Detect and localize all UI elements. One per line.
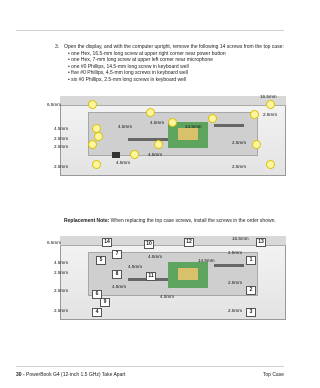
order-badge: 2: [246, 286, 256, 295]
screw-label: 2.5mm: [54, 136, 69, 141]
top-rule: [16, 30, 284, 31]
screw-item: • six #0 Phillips, 2.5-mm long screws in keyboard well: [68, 77, 286, 84]
screw-label: 2.5mm: [263, 112, 278, 117]
screw-list: [68, 51, 286, 84]
screw-label: 14.5mm: [185, 124, 202, 129]
screw-label: 16.5mm: [232, 236, 249, 241]
screw-marker: [168, 118, 177, 127]
replacement-note: [64, 218, 284, 225]
screw-label: 2.5mm: [54, 164, 69, 169]
screw-label: 16.5mm: [260, 94, 277, 99]
screw-item: • five #0 Phillips, 4.5-mm long screws in keyboard well: [68, 70, 286, 77]
screw-label: 4.5mm: [150, 120, 165, 125]
screw-marker: [92, 160, 101, 169]
screw-marker: [130, 150, 139, 159]
screw-item: • one Hex, 7-mm long screw at upper left corner near microphone: [68, 57, 286, 64]
screw-label: 4.5mm: [54, 260, 69, 265]
screw-label: 2.5mm: [228, 280, 243, 285]
screw-label: 2.5mm: [54, 288, 69, 293]
screw-label: 2.5mm: [54, 270, 69, 275]
screw-marker: [250, 110, 259, 119]
screw-marker: [88, 140, 97, 149]
screw-label: 6.5mm: [47, 102, 62, 107]
screw-item: • one #0 Phillips, 14.5-mm long screw in keyboard well: [68, 64, 286, 71]
screw-marker: [88, 100, 97, 109]
screw-label: 4.5mm: [148, 152, 163, 157]
screw-item: • one Hex, 16.5-mm long screw at upper right corner near power button: [68, 51, 286, 58]
cable: [214, 264, 244, 267]
bottom-rule: [16, 366, 284, 367]
order-badge: 11: [146, 272, 156, 281]
screw-label: 14.5mm: [198, 258, 215, 263]
screw-marker: [266, 160, 275, 169]
order-badge: 3: [246, 308, 256, 317]
screw-label: 4.5mm: [118, 124, 133, 129]
screw-label: 6.5mm: [47, 240, 62, 245]
screw-label: 4.5mm: [112, 284, 127, 289]
order-badge: 13: [256, 238, 266, 247]
screw-label: 2.5mm: [228, 308, 243, 313]
order-badge: 12: [184, 238, 194, 247]
cable: [128, 138, 168, 141]
order-badge: 5: [96, 256, 106, 265]
screw-marker: [94, 132, 103, 141]
top-case-screw-figure: [47, 94, 286, 176]
screw-marker: [146, 108, 155, 117]
screw-label: 2.5mm: [232, 140, 247, 145]
step-number: 3.: [55, 44, 60, 50]
screw-label: 2.5mm: [54, 308, 69, 313]
order-badge: 1: [246, 256, 256, 265]
order-badge: 4: [92, 308, 102, 317]
cable: [214, 124, 244, 127]
screw-marker: [266, 100, 275, 109]
order-badge: 6: [92, 290, 102, 299]
board-component: [178, 128, 198, 140]
screw-label: 2.5mm: [228, 250, 243, 255]
order-badge: 10: [144, 240, 154, 249]
order-badge: 7: [112, 250, 122, 259]
board-component: [178, 268, 198, 280]
screw-label: 2.5mm: [232, 164, 247, 169]
screw-label: 4.5mm: [160, 294, 175, 299]
note-text: When replacing the top case screws, install the screws in the order shown.: [109, 218, 276, 224]
screw-marker: [154, 140, 163, 149]
hinge-strip: [60, 236, 286, 246]
doc-title: PowerBook G4 (12-inch 1.5 GHz) Take Apart: [26, 372, 126, 378]
order-badge: 8: [112, 270, 122, 279]
section-name: Top Case: [262, 372, 284, 378]
step-3: [55, 44, 286, 84]
step-intro: Open the display, and with the computer upright, remove the following 14 screws from the top case:: [64, 44, 284, 50]
screw-label: 4.5mm: [128, 264, 143, 269]
connector: [112, 152, 120, 158]
footer-title: [16, 372, 125, 378]
screw-label: 4.5mm: [116, 160, 131, 165]
screw-marker: [208, 114, 217, 123]
screw-label: 2.5mm: [54, 144, 69, 149]
screw-order-figure: [47, 236, 286, 320]
screw-marker: [252, 140, 261, 149]
page-number: 30 -: [16, 372, 25, 378]
screw-label: 4.5mm: [148, 254, 163, 259]
order-badge: 9: [100, 298, 110, 307]
note-label: Replacement Note:: [64, 218, 110, 224]
screw-label: 4.5mm: [54, 126, 69, 131]
order-badge: 14: [102, 238, 112, 247]
